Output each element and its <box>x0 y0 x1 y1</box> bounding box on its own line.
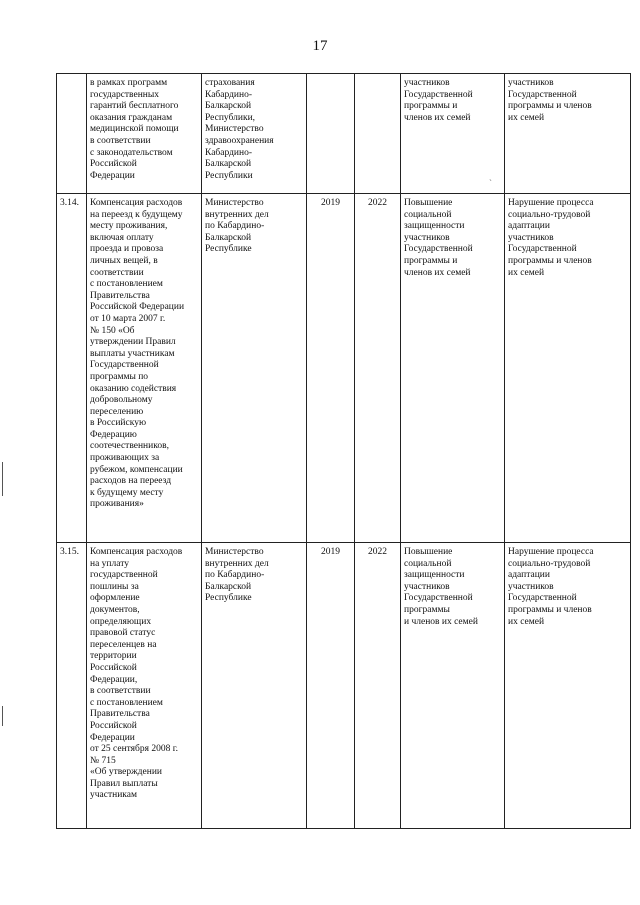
table-row <box>57 74 631 194</box>
consequences-cell: участников Государственной программы и членов их семей <box>505 74 631 194</box>
executor-cell: Министерство внутренних дел по Кабардино- Балкарской Республике <box>202 543 307 829</box>
row-number <box>57 74 87 194</box>
end-year-cell: 2022 <box>355 194 401 543</box>
consequences-cell: Нарушение процесса социально-трудовой адаптации участников Государственной программы и членов их семей <box>505 543 631 829</box>
end-year-cell: 2022 <box>355 543 401 829</box>
start-year-cell <box>307 74 355 194</box>
row-number: 3.15. <box>57 543 87 829</box>
program-activities-table <box>56 73 631 829</box>
end-year-cell <box>355 74 401 194</box>
activity-cell: Компенсация расходов на уплату государственной пошлины за оформление документов, определяющих правовой статус переселенцев на территории Российской Федерации, в соответствии с постановлением Правительства Российской Федерации от 25 сентября 2008 г. № 715 «Об утверждении Правил выплаты участникам <box>87 543 202 829</box>
consequences-cell: Нарушение процесса социально-трудовой адаптации участников Государственной программы и членов их семей <box>505 194 631 543</box>
activity-cell: в рамках программ государственных гарантий бесплатного оказания гражданам медицинской помощи в соответствии с законодательством Российской Федерации <box>87 74 202 194</box>
executor-cell: страхования Кабардино- Балкарской Республики, Министерство здравоохранения Кабардино- Балкарской Республики <box>202 74 307 194</box>
scan-artifact <box>2 462 3 496</box>
scan-artifact <box>2 706 3 726</box>
activity-cell: Компенсация расходов на переезд к будущему месту проживания, включая оплату проезда и провоза личных вещей, в соответствии с постановлением Правительства Российской Федерации от 10 марта 2007 г. № 150 «Об утверждении Правил выплаты участникам Государственной программы по оказанию содействия добровольному переселению в Российскую Федерацию соотечественников, проживающих за рубежом, компенсации расходов на переезд к будущему месту проживания» <box>87 194 202 543</box>
page-number: 17 <box>312 38 328 54</box>
start-year-cell: 2019 <box>307 543 355 829</box>
expected-result-cell: участников Государственной программы и членов их семей <box>401 74 505 194</box>
expected-result-cell: Повышение социальной защищенности участников Государственной программы и членов их семей <box>401 194 505 543</box>
start-year-cell: 2019 <box>307 194 355 543</box>
table-row <box>57 543 631 829</box>
scan-artifact: ˏ <box>489 171 492 181</box>
row-number: 3.14. <box>57 194 87 543</box>
table-row <box>57 194 631 543</box>
expected-result-cell: Повышение социальной защищенности участников Государственной программы и членов их семей <box>401 543 505 829</box>
executor-cell: Министерство внутренних дел по Кабардино- Балкарской Республике <box>202 194 307 543</box>
